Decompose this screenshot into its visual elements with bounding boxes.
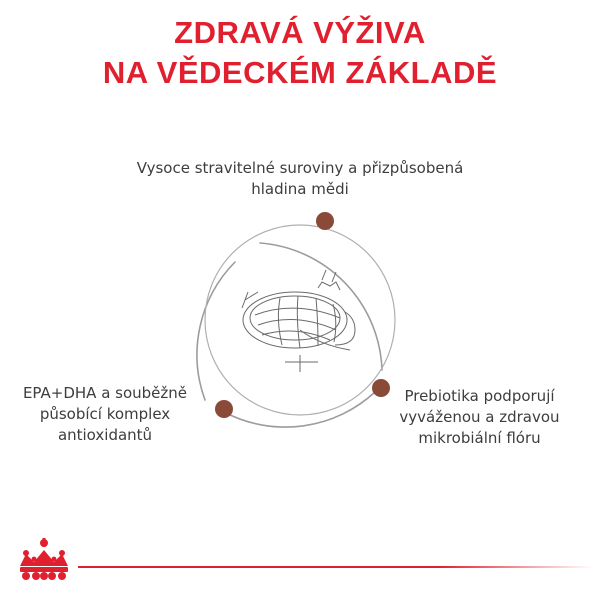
benefit-prebiotics: Prebiotika podporují vyváženou a zdravou mikrobiální flóru <box>399 387 560 447</box>
sleeping-cat-illustration-icon <box>242 270 355 372</box>
benefit-epa-dha: EPA+DHA a souběžně působící komplex antioxidantů <box>22 384 188 444</box>
dot-right <box>372 379 390 397</box>
dot-left <box>215 400 233 418</box>
dot-top <box>316 212 334 230</box>
title-line-2: NA VĚDECKÉM ZÁKLADĚ <box>102 55 498 90</box>
title-line-1: ZDRAVÁ VÝŽIVA <box>174 15 426 50</box>
crown-logo-icon <box>12 536 76 582</box>
benefit-digestibility: Vysoce stravitelné suroviny a přizpůsobená hladina mědi <box>136 159 464 198</box>
brand-divider-line <box>78 566 593 568</box>
